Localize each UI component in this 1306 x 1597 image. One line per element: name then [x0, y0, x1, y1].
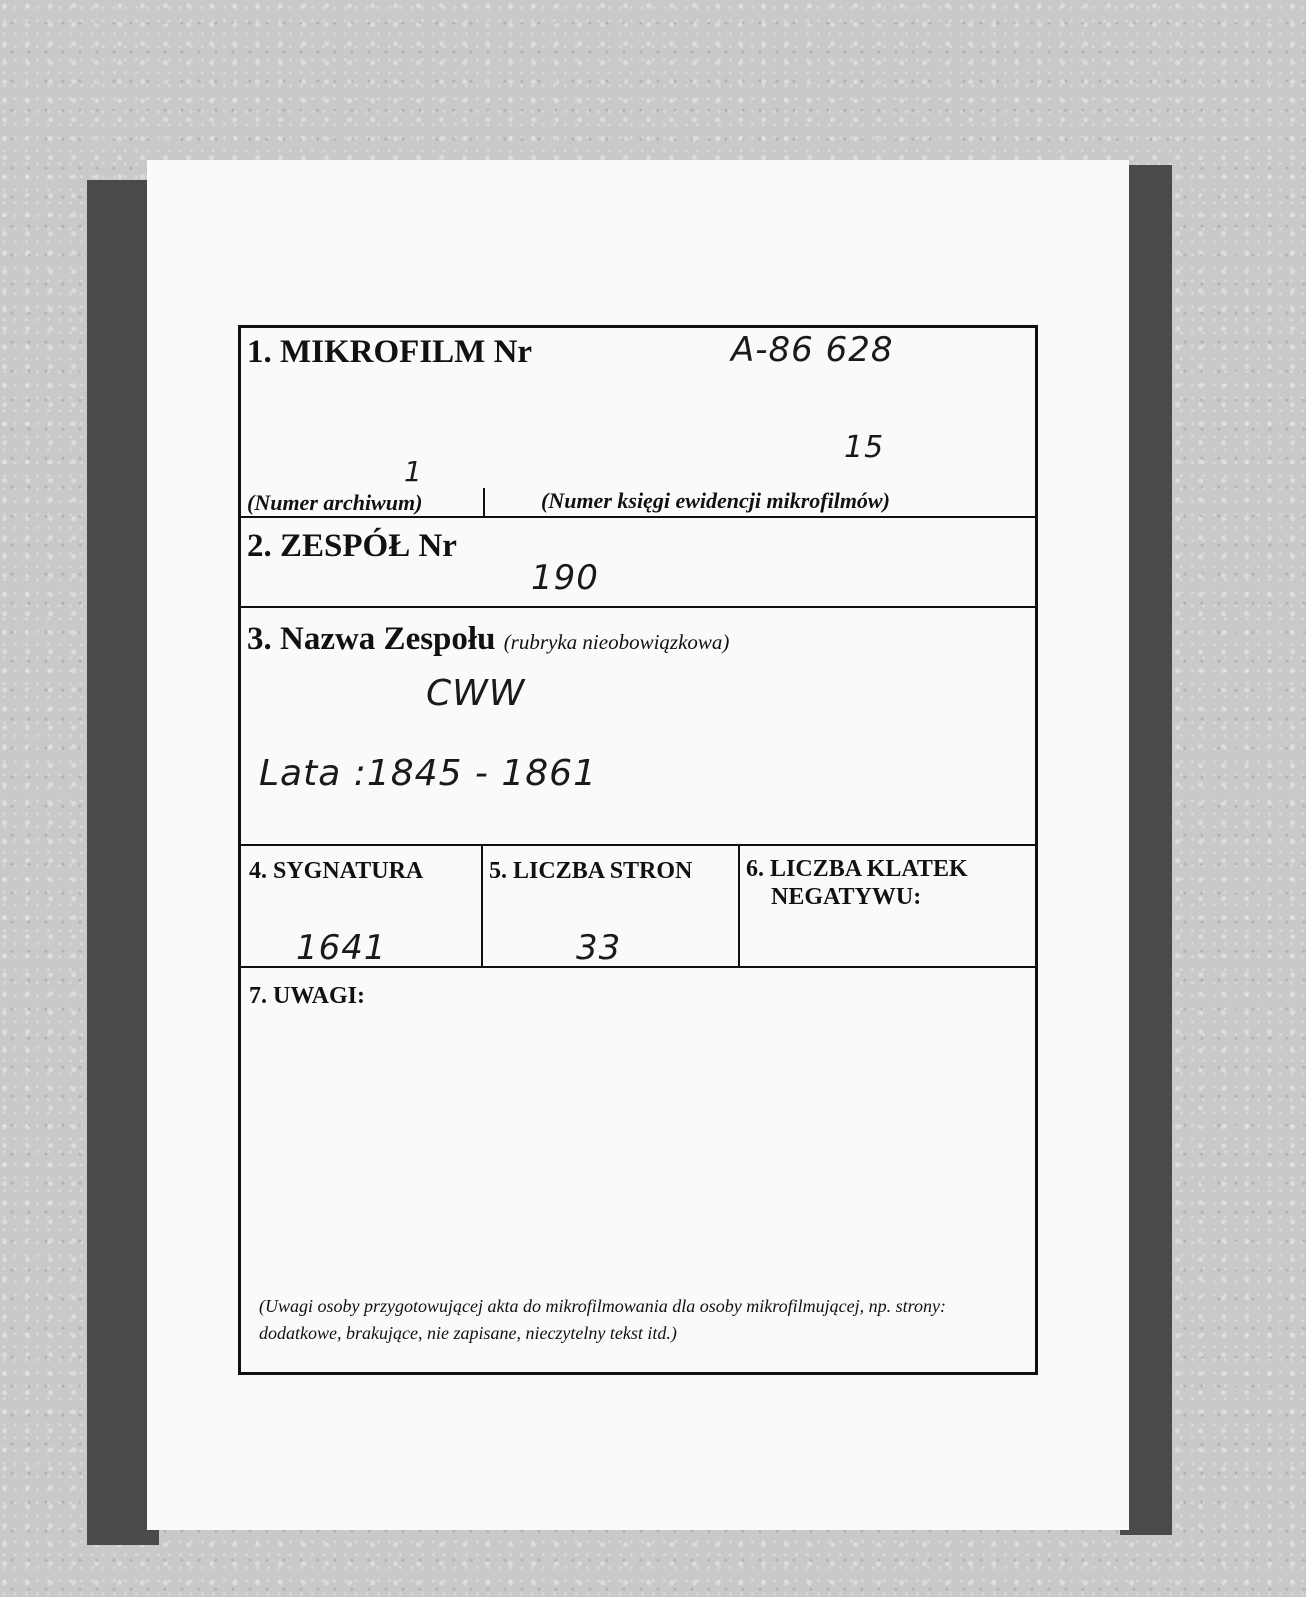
- caption-divider: [483, 488, 485, 516]
- field2-value: 190: [531, 558, 599, 598]
- divider-3-4: [241, 844, 1035, 846]
- field4-label: 4. SYGNATURA: [249, 858, 424, 884]
- divider-5-6: [738, 844, 740, 967]
- archive-number-value: 1: [404, 455, 423, 488]
- divider-4-5: [481, 844, 483, 967]
- field1-value: A-86 628: [731, 330, 894, 370]
- field3-optional-note: (rubryka nieobowiązkowa): [503, 630, 730, 654]
- divider-1-2: [241, 516, 1035, 518]
- field3-value-years: Lata :1845 - 1861: [259, 753, 597, 794]
- field3-label-text: 3. Nazwa Zespołu: [247, 621, 496, 657]
- archive-number-caption: (Numer archiwum): [247, 490, 423, 515]
- registry-number-caption: (Numer księgi ewidencji mikrofilmów): [541, 488, 890, 513]
- field3-value-name: CWW: [426, 673, 526, 714]
- field7-footnote: (Uwagi osoby przygotowującej akta do mikrofilmowania dla osoby mikrofilmującej, np. strony: dodatkowe, brakujące, nie zapisane, nieczytelny tekst itd.): [259, 1296, 946, 1343]
- field5-label: 5. LICZBA STRON: [489, 858, 693, 884]
- field1-label: 1. MIKROFILM Nr: [247, 334, 533, 370]
- microfilm-form: [238, 325, 1038, 1375]
- field5-value: 33: [576, 928, 622, 968]
- field6-label-line1: 6. LICZBA KLATEK: [746, 856, 968, 882]
- field3-label: [247, 621, 729, 658]
- divider-2-3: [241, 606, 1035, 608]
- card-sheet: [147, 160, 1129, 1530]
- registry-number-value: 15: [844, 430, 885, 465]
- field6-label-line2: NEGATYWU:: [771, 884, 922, 910]
- field7-label: 7. UWAGI:: [249, 983, 366, 1009]
- divider-4-7: [241, 966, 1035, 968]
- field2-label: 2. ZESPÓŁ Nr: [247, 528, 457, 564]
- field4-value: 1641: [296, 928, 387, 968]
